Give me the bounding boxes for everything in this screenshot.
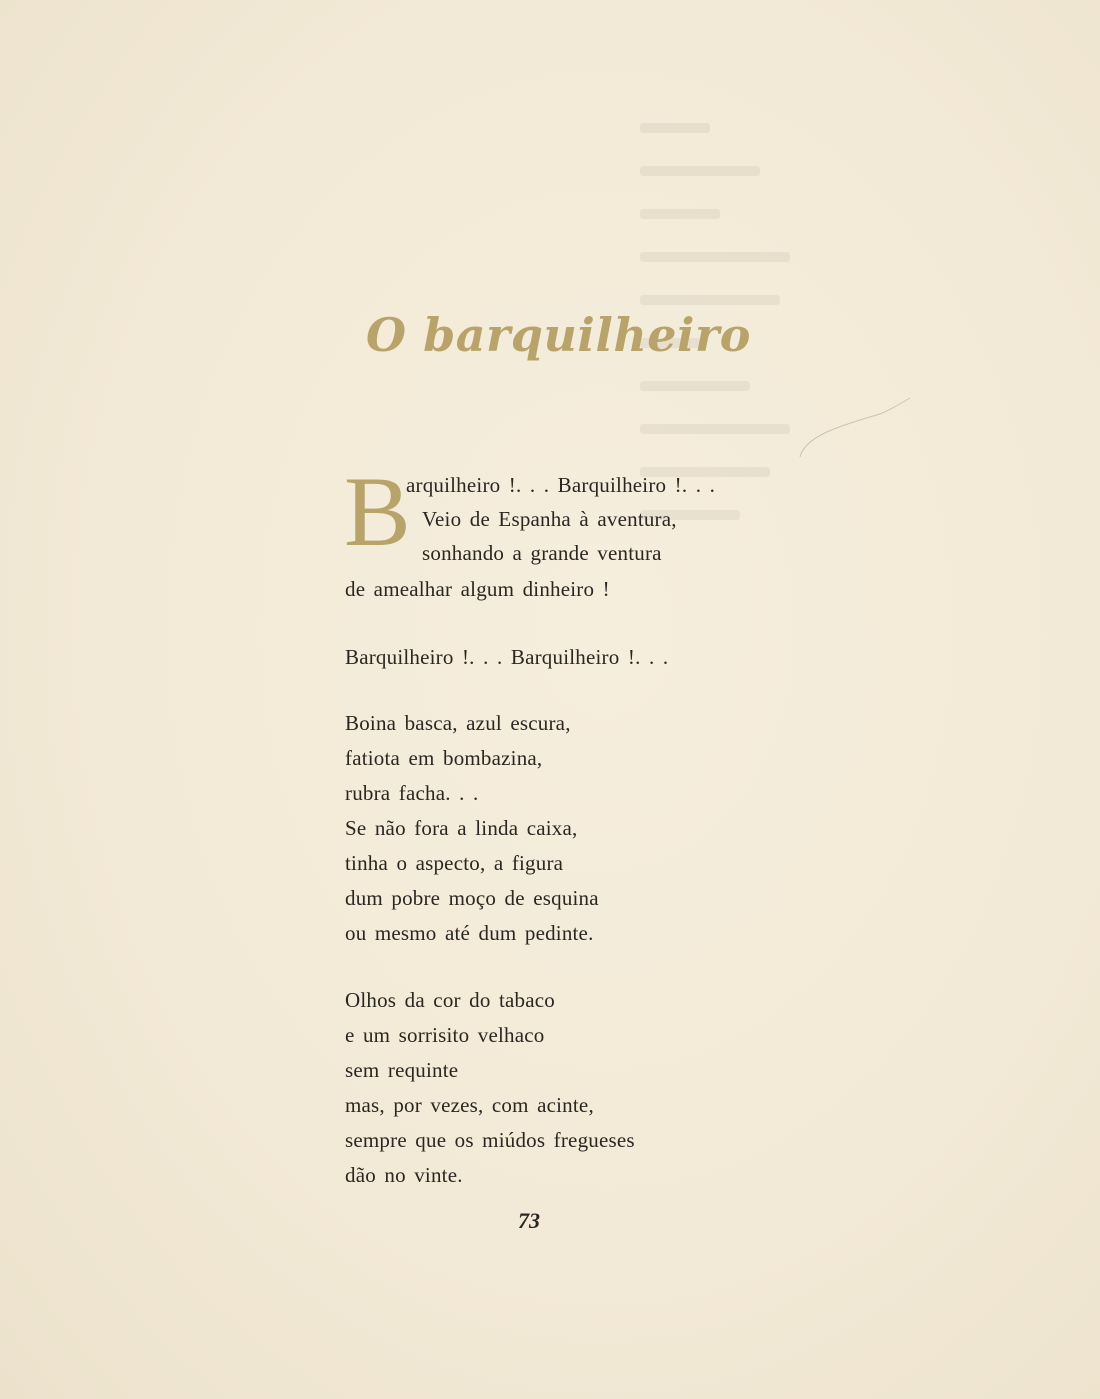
poem-line: sempre que os miúdos fregueses — [345, 1128, 635, 1152]
paper-mark — [795, 392, 915, 462]
poem-line: arquilheiro !. . . Barquilheiro !. . . — [406, 473, 716, 497]
poem-line: Olhos da cor do tabaco — [345, 988, 556, 1012]
poem-line: sem requinte — [345, 1058, 459, 1082]
poem-line: de amealhar algum dinheiro ! — [345, 577, 610, 601]
page-number: 73 — [518, 1208, 540, 1233]
poem-line: mas, por vezes, com acinte, — [345, 1093, 594, 1117]
poem-line: sonhando a grande ventura — [422, 541, 662, 565]
poem-line: dão no vinte. — [345, 1163, 463, 1187]
poem-title: O barquilheiro — [366, 308, 751, 362]
drop-cap: B — [344, 456, 411, 567]
poem-line: tinha o aspecto, a figura — [345, 851, 564, 875]
poem-line: Se não fora a linda caixa, — [345, 816, 578, 840]
poem-line: Barquilheiro !. . . Barquilheiro !. . . — [345, 645, 669, 669]
bleed-through-text — [640, 120, 800, 1020]
poem-line: ou mesmo até dum pedinte. — [345, 921, 594, 945]
poem-line: dum pobre moço de esquina — [345, 886, 599, 910]
poem-line: Veio de Espanha à aventura, — [422, 507, 677, 531]
poem-line: fatiota em bombazina, — [345, 746, 543, 770]
poem-line: e um sorrisito velhaco — [345, 1023, 545, 1047]
poem-line: Boina basca, azul escura, — [345, 711, 571, 735]
poem-line: rubra facha. . . — [345, 781, 479, 805]
